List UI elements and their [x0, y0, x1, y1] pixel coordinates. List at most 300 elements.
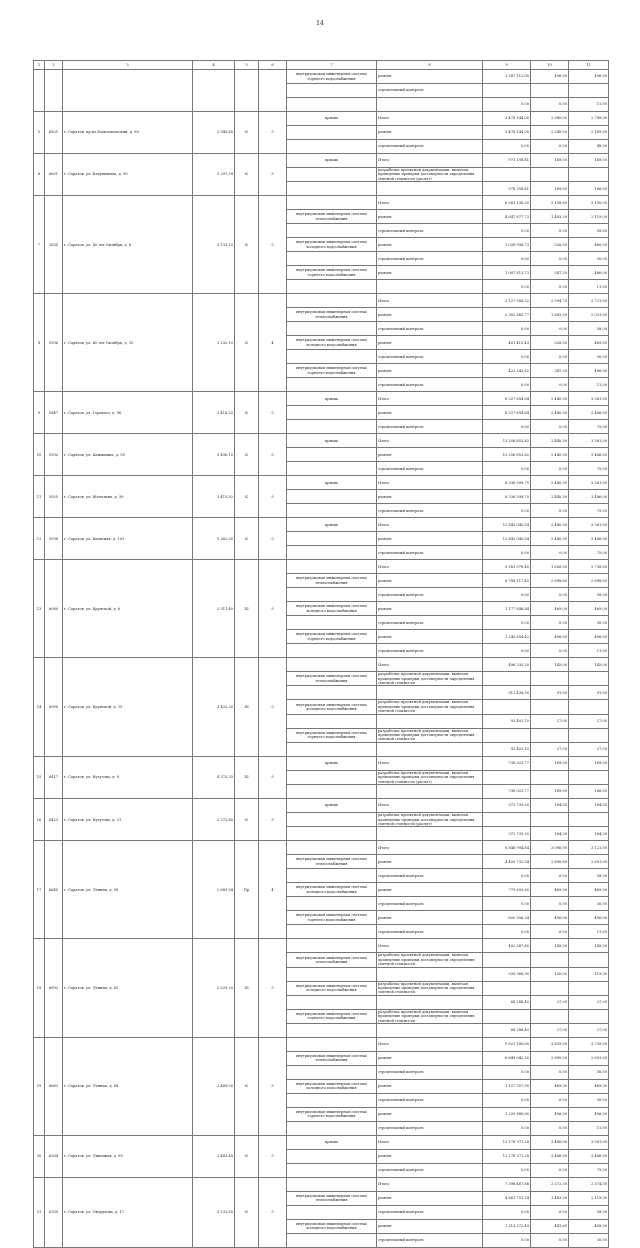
- cell-limit-cost: [569, 770, 609, 784]
- cell-limit-cost: 75,00: [569, 504, 609, 518]
- header-cell: 6: [259, 61, 287, 70]
- table-row: [34, 939, 609, 953]
- header-cell: 11: [569, 61, 609, 70]
- cell-limit-cost: 496,00: [569, 630, 609, 644]
- cell-work-type: [287, 1023, 377, 1037]
- cell-unit-cost: 1 656,90: [531, 560, 569, 574]
- cell-work-kind: ремонт: [377, 364, 483, 378]
- cell-no: 19: [34, 1037, 45, 1135]
- cell-unit-cost: 3 096,00: [531, 841, 569, 855]
- cell-limit-cost: 75,00: [569, 462, 609, 476]
- cell-cost: 8 327 694,64: [483, 392, 531, 406]
- cell-cost: 0,00: [483, 1093, 531, 1107]
- cell-addr: г. Саратов, ул. Липецкая, д. 85: [63, 1135, 193, 1177]
- cell-area: 3 415,92: [193, 476, 235, 518]
- cell-unit-cost: 27,00: [531, 742, 569, 756]
- cell-work-type: крыша: [287, 154, 377, 168]
- cell-unit-cost: 0,00: [531, 897, 569, 911]
- cell-no: 15: [34, 756, 45, 798]
- cell-limit-cost: 2 119,00: [569, 210, 609, 224]
- cell-fl: 5: [259, 1135, 287, 1177]
- cell-cat: III: [235, 658, 259, 757]
- cell-unit-cost: 91,00: [531, 686, 569, 700]
- cell-unit-cost: 2 690,00: [531, 1051, 569, 1065]
- cell-unit-cost: 0,00: [531, 1121, 569, 1135]
- cell-work-type: внутридомовая инженерная система холодного водоснабжения: [287, 1219, 377, 1233]
- cell-cat: III: [235, 756, 259, 798]
- cell-id: 6304: [45, 1135, 63, 1177]
- cell-unit-cost: 2 372,30: [531, 1177, 569, 1191]
- cell-cat: К: [235, 154, 259, 196]
- cell-cost: 978 358,81: [483, 182, 531, 196]
- cell-cost: 7 396 467,86: [483, 1177, 531, 1191]
- cell-limit-cost: 27,00: [569, 714, 609, 728]
- cell-cost: 738 923,77: [483, 756, 531, 770]
- cell-addr: г. Саратов, ул. Ленина, д. 62: [63, 939, 193, 1038]
- cell-work-kind: ремонт: [377, 406, 483, 420]
- cell-cost: 1 087 812,73: [483, 266, 531, 280]
- cell-work-type: крыша: [287, 518, 377, 532]
- cell-area: 3 418,20: [193, 392, 235, 434]
- cell-unit-cost: 2 440,30: [531, 532, 569, 546]
- cell-work-type: внутридомовая инженерная система холодного водоснабжения: [287, 336, 377, 350]
- cell-id: 6080: [45, 560, 63, 658]
- cell-fl: 4: [259, 841, 287, 939]
- cell-unit-cost: 145,00: [531, 658, 569, 672]
- cell-work-kind: строительный контроль: [377, 350, 483, 364]
- cell-no: [34, 70, 45, 112]
- cell-area: 3 132,80: [193, 1177, 235, 1247]
- cell-work-kind: ремонт: [377, 574, 483, 588]
- cell-limit-cost: 3 561,00: [569, 434, 609, 448]
- cell-work-type: [287, 280, 377, 294]
- cell-unit-cost: 328,30: [531, 238, 569, 252]
- cell-work-kind: Итого: [377, 841, 483, 855]
- cell-work-type: [287, 252, 377, 266]
- cell-limit-cost: 3 486,00: [569, 406, 609, 420]
- cell-unit-cost: 2 440,30: [531, 448, 569, 462]
- cell-fl: 5: [259, 939, 287, 1038]
- cell-unit-cost: 0,00: [531, 140, 569, 154]
- cell-cost: 0,00: [483, 897, 531, 911]
- cell-addr: г. Саратов, ул. Крупской, д. 15: [63, 658, 193, 757]
- cell-no: 10: [34, 434, 45, 476]
- cell-work-type: [287, 1093, 377, 1107]
- cell-work-kind: Итого: [377, 1177, 483, 1191]
- header-cell: 3: [63, 61, 193, 70]
- cell-work-type: внутридомовая инженерная система горячего водоснабжения: [287, 728, 377, 742]
- cell-work-type: [287, 462, 377, 476]
- cell-addr: г. Саратов, ул. Железина, д. 39: [63, 476, 193, 518]
- cell-limit-cost: 30,00: [569, 1093, 609, 1107]
- cell-area: 5 496,10: [193, 434, 235, 476]
- cell-cost: [483, 168, 531, 182]
- cell-work-type: внутридомовая инженерная система теплоснабжения: [287, 308, 377, 322]
- cell-unit-cost: 0,00: [531, 588, 569, 602]
- cell-limit-cost: 469,00: [569, 336, 609, 350]
- cell-unit-cost: 0,00: [531, 546, 569, 560]
- cell-work-type: [287, 1177, 377, 1191]
- cell-cost: 973 158,81: [483, 154, 531, 168]
- cell-work-type: [287, 1121, 377, 1135]
- cell-cost: 6 788 117,45: [483, 574, 531, 588]
- cell-work-type: внутридомовая инженерная система горячего водоснабжения: [287, 266, 377, 280]
- cell-fl: 5: [259, 434, 287, 476]
- cell-limit-cost: 30,00: [569, 1233, 609, 1247]
- cell-unit-cost: [531, 84, 569, 98]
- cell-unit-cost: [531, 770, 569, 784]
- cell-unit-cost: 0,00: [531, 616, 569, 630]
- header-cell: 4: [193, 61, 235, 70]
- cell-work-kind: ремонт: [377, 1149, 483, 1163]
- cell-id: 6821: [45, 112, 63, 154]
- cell-work-type: [287, 532, 377, 546]
- cell-limit-cost: 496,00: [569, 364, 609, 378]
- cell-cost: 402 587,80: [483, 939, 531, 953]
- cell-cost: 4 647 877,73: [483, 210, 531, 224]
- cell-no: 7: [34, 196, 45, 294]
- cell-limit-cost: 496,00: [569, 1107, 609, 1121]
- cell-work-kind: Итого: [377, 756, 483, 770]
- cell-limit-cost: 3 486,00: [569, 448, 609, 462]
- cell-fl: 5: [259, 112, 287, 154]
- cell-work-kind: ремонт: [377, 1051, 483, 1065]
- cell-unit-cost: 0,00: [531, 925, 569, 939]
- cell-limit-cost: 58,00: [569, 588, 609, 602]
- cell-area: 2 272,80: [193, 799, 235, 841]
- cell-work-kind: строительный контроль: [377, 644, 483, 658]
- table-row: [34, 1037, 609, 1051]
- cell-work-kind: ремонт: [377, 336, 483, 350]
- table-row: [34, 112, 609, 126]
- cell-limit-cost: 11,00: [569, 1121, 609, 1135]
- cell-work-kind: Итого: [377, 939, 483, 953]
- cell-limit-cost: 2 150,00: [569, 196, 609, 210]
- cell-work-type: [287, 168, 377, 182]
- cell-work-kind: [377, 98, 483, 112]
- cell-limit-cost: 3 486,00: [569, 490, 609, 504]
- cell-work-kind: разработка проектной документации, включая проведение проверки достоверности определения сметной стоимости: [377, 1009, 483, 1023]
- header-cell: 9: [483, 61, 531, 70]
- cell-no: 17: [34, 841, 45, 939]
- cell-unit-cost: [531, 168, 569, 182]
- cell-work-kind: [377, 827, 483, 841]
- table-row: [34, 476, 609, 490]
- cell-limit-cost: 11,00: [569, 280, 609, 294]
- cell-unit-cost: 0,00: [531, 1163, 569, 1177]
- cell-addr: г. Саратов, ул. Свердлова, д. 17: [63, 1177, 193, 1247]
- cell-addr: г. Саратов, ул. Ленина, д. 64: [63, 1037, 193, 1135]
- cell-unit-cost: [531, 981, 569, 995]
- cell-limit-cost: 2 374,00: [569, 1177, 609, 1191]
- cell-cost: 2 302 865,77: [483, 308, 531, 322]
- cell-work-kind: разработка проектной документации, включая проведение проверки достоверности определения сметной стоимости: [377, 981, 483, 995]
- cell-cost: 0,00: [483, 280, 531, 294]
- cell-work-type: внутридомовая инженерная система холодного водоснабжения: [287, 238, 377, 252]
- cell-work-type: внутридомовая инженерная система холодного водоснабжения: [287, 981, 377, 995]
- cell-work-kind: разработка проектной документации, включая проведение проверки достоверности определения сметной стоимости (расчет): [377, 813, 483, 827]
- header-cell: 1: [34, 61, 45, 70]
- cell-work-kind: Итого: [377, 112, 483, 126]
- cell-cost: 0,00: [483, 504, 531, 518]
- cell-id: 6417: [45, 756, 63, 798]
- cell-limit-cost: 3 561,00: [569, 518, 609, 532]
- cell-work-type: [287, 967, 377, 981]
- cell-unit-cost: 145,00: [531, 939, 569, 953]
- cell-limit-cost: 460,00: [569, 238, 609, 252]
- cell-cost: [483, 1009, 531, 1023]
- cell-work-kind: ремонт: [377, 1079, 483, 1093]
- cell-cost: 0,00: [483, 546, 531, 560]
- cell-limit-cost: 145,00: [569, 939, 609, 953]
- cell-cost: 423 243,82: [483, 364, 531, 378]
- cell-cost: [483, 728, 531, 742]
- cell-work-kind: ремонт: [377, 266, 483, 280]
- cell-work-type: [287, 322, 377, 336]
- header-cell: 8: [377, 61, 483, 70]
- cell-work-kind: строительный контроль: [377, 252, 483, 266]
- cell-unit-cost: 27,00: [531, 1023, 569, 1037]
- cell-work-kind: строительный контроль: [377, 616, 483, 630]
- cell-limit-cost: [569, 1009, 609, 1023]
- cell-no: 5: [34, 112, 45, 154]
- cell-work-kind: Итого: [377, 799, 483, 813]
- cell-work-type: внутридомовая инженерная система теплоснабжения: [287, 672, 377, 686]
- cell-cost: 9 381 978,40: [483, 560, 531, 574]
- cell-limit-cost: 3 486,00: [569, 1149, 609, 1163]
- cell-unit-cost: 1 483,30: [531, 210, 569, 224]
- cell-unit-cost: [531, 672, 569, 686]
- cell-unit-cost: 1 483,30: [531, 1191, 569, 1205]
- cell-work-kind: строительный контроль: [377, 420, 483, 434]
- cell-work-type: [287, 490, 377, 504]
- cell-no: 16: [34, 799, 45, 841]
- cell-limit-cost: 3 121,00: [569, 841, 609, 855]
- cell-work-kind: строительный контроль: [377, 869, 483, 883]
- cell-limit-cost: 2 169,00: [569, 126, 609, 140]
- cell-cost: [483, 700, 531, 714]
- cell-limit-cost: 75,00: [569, 1163, 609, 1177]
- cell-work-type: крыша: [287, 112, 377, 126]
- cell-fl: 5: [259, 560, 287, 658]
- cell-limit-cost: 119,00: [569, 967, 609, 981]
- cell-work-kind: ремонт: [377, 490, 483, 504]
- cell-work-type: [287, 294, 377, 308]
- cell-work-type: [287, 686, 377, 700]
- cell-cost: 5 478 144,00: [483, 112, 531, 126]
- cell-cost: 12 842 040,54: [483, 518, 531, 532]
- cell-unit-cost: 496,00: [531, 70, 569, 84]
- cell-cost: 0,00: [483, 224, 531, 238]
- cell-work-type: [287, 1233, 377, 1247]
- cell-limit-cost: 2 698,00: [569, 574, 609, 588]
- cell-cost: [483, 770, 531, 784]
- cell-work-type: внутридомовая инженерная система холодного водоснабжения: [287, 700, 377, 714]
- cell-cost: 311 438,30: [483, 686, 531, 700]
- cell-cat: К: [235, 1135, 259, 1177]
- cell-work-type: [287, 350, 377, 364]
- cell-cost: 0,00: [483, 644, 531, 658]
- cell-work-type: [287, 448, 377, 462]
- cell-work-type: [287, 813, 377, 827]
- cell-cost: 0,00: [483, 98, 531, 112]
- cell-limit-cost: 58,00: [569, 322, 609, 336]
- cell-cost: 68 288,40: [483, 995, 531, 1009]
- cell-cost: 0,00: [483, 350, 531, 364]
- cell-work-type: крыша: [287, 476, 377, 490]
- cell-unit-cost: 2 440,30: [531, 518, 569, 532]
- cell-work-type: внутридомовая инженерная система теплоснабжения: [287, 1191, 377, 1205]
- cell-cost: 92 402,10: [483, 742, 531, 756]
- table-body: [34, 61, 609, 1248]
- page-number: 14: [316, 20, 324, 27]
- cell-area: 4 372,33: [193, 756, 235, 798]
- cell-cat: III: [235, 560, 259, 658]
- cell-unit-cost: 0,00: [531, 98, 569, 112]
- cell-work-type: [287, 1065, 377, 1079]
- cell-work-kind: строительный контроль: [377, 1121, 483, 1135]
- cell-area: 3 133,10: [193, 196, 235, 294]
- cell-work-type: [287, 1037, 377, 1051]
- cell-work-type: крыша: [287, 434, 377, 448]
- cell-cost: 0,00: [483, 588, 531, 602]
- cell-cost: 775 693,80: [483, 883, 531, 897]
- cell-limit-cost: 30,00: [569, 350, 609, 364]
- cell-cost: 9 821 180,80: [483, 1037, 531, 1051]
- cell-limit-cost: 169,00: [569, 154, 609, 168]
- cell-unit-cost: 469,00: [531, 883, 569, 897]
- cell-cost: 1 245 654,42: [483, 630, 531, 644]
- cell-area: 5 297,39: [193, 154, 235, 196]
- cell-limit-cost: 58,00: [569, 224, 609, 238]
- cell-addr: г. Саратов, ул. Киевская, д. 103: [63, 518, 193, 560]
- cell-cat: Пр: [235, 841, 259, 939]
- cell-fl: 5: [259, 658, 287, 757]
- cell-limit-cost: 30,00: [569, 616, 609, 630]
- cell-cat: К: [235, 518, 259, 560]
- cell-work-kind: [377, 742, 483, 756]
- cell-cost: 0,00: [483, 378, 531, 392]
- cell-unit-cost: 2 240,00: [531, 126, 569, 140]
- cell-fl: 9: [259, 799, 287, 841]
- cell-work-kind: строительный контроль: [377, 504, 483, 518]
- cell-unit-cost: 27,00: [531, 995, 569, 1009]
- cell-work-type: [287, 644, 377, 658]
- cell-id: 3835: [45, 196, 63, 294]
- cell-work-kind: строительный контроль: [377, 897, 483, 911]
- cell-fl: 5: [259, 756, 287, 798]
- cell-work-kind: разработка проектной документации, включая проведение проверки достоверности определения сметной стоимости: [377, 728, 483, 742]
- cell-work-type: крыша: [287, 756, 377, 770]
- cell-limit-cost: 3 486,00: [569, 532, 609, 546]
- cell-cost: 372 739,20: [483, 799, 531, 813]
- cell-cost: 3 127 958,32: [483, 294, 531, 308]
- cell-work-type: [287, 378, 377, 392]
- cell-unit-cost: 0,00: [531, 869, 569, 883]
- cell-area: 3 422,30: [193, 658, 235, 757]
- cell-work-type: [287, 658, 377, 672]
- cell-cost: 0,00: [483, 925, 531, 939]
- cell-work-kind: ремонт: [377, 602, 483, 616]
- cell-unit-cost: 0,00: [531, 350, 569, 364]
- cell-area: 2 483,48: [193, 1135, 235, 1177]
- cell-work-kind: Итого: [377, 476, 483, 490]
- cell-no: 6: [34, 154, 45, 196]
- cell-cost: 1 028 996,73: [483, 238, 531, 252]
- cell-work-kind: Итого: [377, 1135, 483, 1149]
- cell-id: 6651: [45, 154, 63, 196]
- cell-limit-cost: [569, 813, 609, 827]
- cell-work-type: крыша: [287, 392, 377, 406]
- cell-work-type: [287, 1205, 377, 1219]
- cell-limit-cost: 75,00: [569, 420, 609, 434]
- cell-limit-cost: 11,00: [569, 378, 609, 392]
- cell-no: 20: [34, 1135, 45, 1177]
- cell-work-kind: строительный контроль: [377, 1065, 483, 1079]
- cell-id: 5938: [45, 518, 63, 560]
- cell-work-kind: Итого: [377, 154, 483, 168]
- table-row: [34, 294, 609, 308]
- cell-fl: [259, 70, 287, 112]
- cell-work-kind: ремонт: [377, 911, 483, 925]
- cell-cost: 1 157 557,90: [483, 1079, 531, 1093]
- cell-work-kind: ремонт: [377, 532, 483, 546]
- cell-cat: К: [235, 112, 259, 154]
- cell-fl: 5: [259, 476, 287, 518]
- cell-limit-cost: 58,00: [569, 869, 609, 883]
- cell-work-kind: Итого: [377, 392, 483, 406]
- cell-work-kind: Итого: [377, 294, 483, 308]
- cell-work-kind: [377, 182, 483, 196]
- cell-fl: 5: [259, 392, 287, 434]
- cell-limit-cost: 169,00: [569, 756, 609, 770]
- cell-unit-cost: 2 698,80: [531, 574, 569, 588]
- cell-cost: 1 225 880,60: [483, 1107, 531, 1121]
- cell-work-type: [287, 939, 377, 953]
- cell-work-kind: [377, 280, 483, 294]
- cell-cost: 1 313 572,49: [483, 1219, 531, 1233]
- cell-cost: 8 327 694,64: [483, 406, 531, 420]
- cell-cat: К: [235, 1037, 259, 1135]
- cell-cost: 13 256 853,82: [483, 434, 531, 448]
- cell-limit-cost: 164,00: [569, 799, 609, 813]
- cell-unit-cost: 2 440,30: [531, 434, 569, 448]
- cell-unit-cost: 441,60: [531, 1219, 569, 1233]
- cell-cost: 8 336 598,70: [483, 476, 531, 490]
- cell-cat: К: [235, 196, 259, 294]
- cell-no: 14: [34, 658, 45, 757]
- cell-fl: 5: [259, 518, 287, 560]
- cell-work-type: [287, 742, 377, 756]
- header-cell: 5: [235, 61, 259, 70]
- cell-unit-cost: 496,00: [531, 911, 569, 925]
- cell-id: 6692: [45, 939, 63, 1038]
- cell-work-type: крыша: [287, 1135, 377, 1149]
- cell-cat: III: [235, 939, 259, 1038]
- cell-work-type: [287, 504, 377, 518]
- cell-unit-cost: [531, 728, 569, 742]
- cell-work-kind: строительный контроль: [377, 378, 483, 392]
- cell-work-type: [287, 770, 377, 784]
- cell-unit-cost: 2 440,30: [531, 406, 569, 420]
- cell-work-type: [287, 182, 377, 196]
- cell-cost: 0,00: [483, 1205, 531, 1219]
- cell-limit-cost: 58,00: [569, 1205, 609, 1219]
- cell-cost: 496 235,20: [483, 658, 531, 672]
- cell-work-kind: ремонт: [377, 1191, 483, 1205]
- cell-unit-cost: 0,00: [531, 1093, 569, 1107]
- cell-limit-cost: 3 735,00: [569, 1037, 609, 1051]
